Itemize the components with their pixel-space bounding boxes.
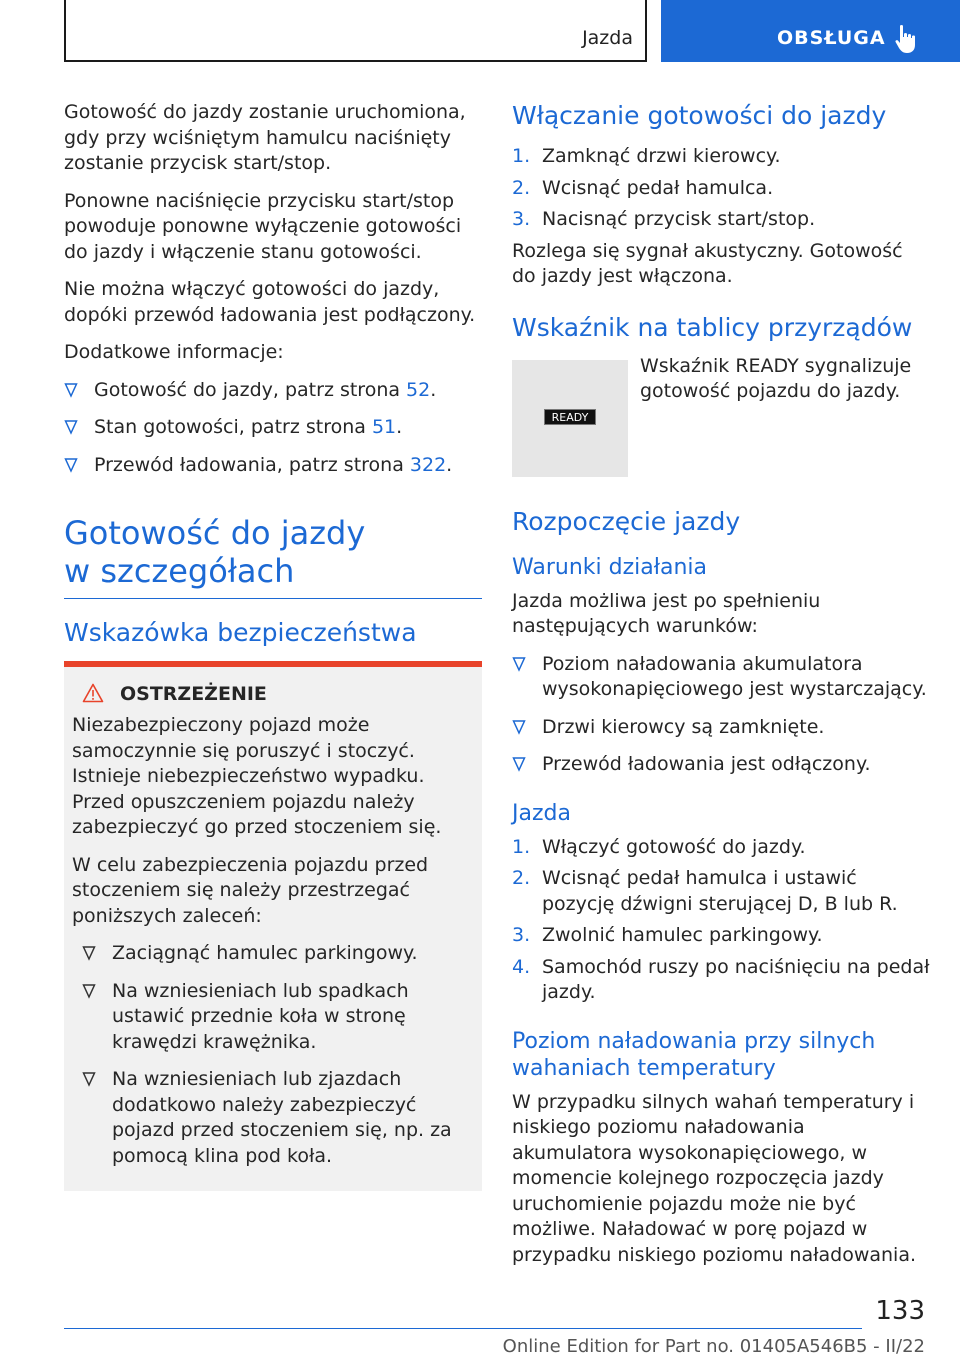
warning-paragraph-1: Niezabezpieczony pojazd może samoczynnie się poruszyć i stoczyć. Istnieje niebezpieczeństwo wypadku. Przed opuszczeniem pojazdu należy zabezpieczyć go przed stoczeniem się.	[72, 714, 442, 838]
step-number: 3.	[512, 208, 531, 230]
step-number: 4.	[512, 955, 531, 978]
step-text: Wcisnąć pedał hamulca.	[542, 176, 774, 199]
page-link[interactable]: 51	[371, 416, 397, 438]
section-heading-enable: Włączanie gotowości do jazdy	[512, 101, 887, 130]
paragraph-more-info: Dodatkowe informacje:	[64, 341, 284, 363]
header-section-box	[64, 0, 647, 62]
header-chapter-label: OBSŁUGA	[777, 27, 886, 49]
ready-badge: READY	[544, 409, 596, 425]
header-section-title: Jazda	[582, 27, 633, 49]
bullet-triangle-icon	[512, 719, 526, 735]
page-number: 133	[875, 1296, 925, 1326]
bullet-triangle-icon	[82, 983, 96, 999]
list-item-text: Zaciągnąć hamulec parkingowy.	[112, 942, 418, 964]
header-chapter-tab	[661, 0, 960, 62]
footer-divider	[64, 1328, 862, 1329]
paragraph-start: Gotowość do jazdy zostanie uruchomiona, gdy przy wciśniętym hamulcu naciśnięty zostanie przycisk start/stop.	[64, 101, 466, 174]
right-column	[512, 100, 930, 1280]
step-number: 1.	[512, 835, 531, 858]
step-number: 2.	[512, 867, 531, 889]
page-link[interactable]: 52	[406, 378, 431, 401]
heading-divider	[64, 598, 482, 599]
ready-indicator-row	[512, 354, 930, 482]
ready-indicator-image	[512, 360, 628, 477]
reference-end: .	[396, 416, 403, 438]
step-item	[512, 866, 930, 917]
conditions-list	[512, 652, 930, 778]
step-text: Zwolnić hamulec parkingowy.	[542, 924, 823, 946]
paragraph-enabled: Rozlega się sygnał akustyczny. Gotowość do jazdy jest włączona.	[512, 239, 903, 287]
paragraph-restart: Ponowne naciśnięcie przycisku start/stop powoduje ponowne wyłączenie gotowości do jazdy i włączenie stanu gotowości.	[64, 189, 462, 263]
list-item	[82, 979, 474, 1056]
paragraph-temperature: W przypadku silnych wahań temperatury i niskiego poziomu naładowania akumulatora wysokonapięciowego, w momencie kolejnego rozpoczęcia jazdy uruchomienie pojazdu może nie być możliwe. Naładować w porę pojazd w przypadku niskiego poziomu naładowania.	[512, 1090, 917, 1266]
step-number: 2.	[512, 176, 531, 199]
section-heading-start: Rozpoczęcie jazdy	[512, 506, 741, 536]
safety-heading: Wskazówka bezpieczeństwa	[64, 618, 417, 647]
step-item	[512, 176, 930, 202]
list-item	[512, 752, 930, 778]
step-text: Wcisnąć pedał hamulca i ustawić pozycję dźwigni sterującej D, B lub R.	[542, 867, 898, 915]
warning-title: OSTRZEŻENIE	[120, 683, 267, 705]
steps-enable-list	[512, 144, 930, 233]
step-item	[512, 207, 930, 233]
list-item	[64, 378, 482, 404]
step-item	[512, 923, 930, 949]
step-text: Samochód ruszy po naciśnięciu na pedał jazdy.	[542, 955, 930, 1003]
subheading-temperature: Poziom naładowania przy silnych wahaniach temperatury	[512, 1028, 876, 1081]
warning-box	[64, 661, 482, 1191]
reference-text: Gotowość do jazdy, patrz strona	[94, 378, 407, 401]
reference-list	[64, 378, 482, 479]
subheading-driving: Jazda	[512, 800, 571, 826]
bullet-triangle-icon	[64, 457, 78, 473]
ready-description: Wskaźnik READY sygnalizuje gotowość pojazdu do jazdy.	[640, 354, 912, 402]
warning-triangle-icon	[82, 683, 104, 703]
chapter-heading	[64, 514, 482, 590]
bullet-triangle-icon	[64, 382, 78, 398]
paragraph-conditions: Jazda możliwa jest po spełnieniu następujących warunków:	[512, 589, 821, 637]
warning-list	[72, 941, 474, 1169]
reference-text: Przewód ładowania, patrz strona	[94, 453, 410, 476]
list-item-text: Na wzniesieniach lub spadkach ustawić przednie koła w stronę krawędzi krawężnika.	[112, 979, 409, 1053]
step-text: Nacisnąć przycisk start/stop.	[542, 208, 816, 230]
list-item-text: Przewód ładowania jest odłączony.	[542, 753, 871, 775]
reference-text: Stan gotowości, patrz strona	[94, 416, 372, 438]
step-item	[512, 955, 930, 1006]
list-item	[512, 715, 930, 741]
warning-paragraph-2: W celu zabezpieczenia pojazdu przed stoczeniem się należy przestrzegać poniższych zaleceń:	[72, 853, 429, 927]
list-item	[64, 453, 482, 479]
step-item	[512, 835, 930, 861]
section-heading-indicator: Wskaźnik na tablicy przyrządów	[512, 312, 913, 342]
reference-end: .	[446, 453, 453, 476]
step-number: 1.	[512, 145, 531, 167]
bullet-triangle-icon	[64, 419, 78, 435]
warning-title-row	[72, 681, 474, 707]
footer-edition: Online Edition for Part no. 01405A546B5 - II/22	[502, 1336, 925, 1357]
step-item	[512, 144, 930, 170]
list-item-text: Poziom naładowania akumulatora wysokonapięciowego jest wystarczający.	[542, 652, 927, 700]
paragraph-charging: Nie można włączyć gotowości do jazdy, dopóki przewód ładowania jest podłączony.	[64, 278, 476, 326]
steps-drive-list	[512, 835, 930, 1006]
list-item	[64, 415, 482, 441]
page-link[interactable]: 322	[409, 453, 447, 476]
list-item	[512, 652, 930, 703]
bullet-triangle-icon	[82, 1071, 96, 1087]
pointing-hand-icon	[895, 24, 921, 54]
list-item	[82, 941, 474, 967]
list-item-text: Na wzniesieniach lub zjazdach dodatkowo należy zabezpieczyć pojazd przed stoczeniem się, np. za pomocą klina pod koła.	[112, 1068, 452, 1167]
step-text: Włączyć gotowość do jazdy.	[542, 835, 806, 858]
list-item	[82, 1067, 474, 1169]
subheading-conditions: Warunki działania	[512, 554, 707, 580]
list-item-text: Drzwi kierowcy są zamknięte.	[542, 715, 825, 738]
reference-end: .	[430, 378, 437, 401]
step-text: Zamknąć drzwi kierowcy.	[542, 145, 781, 167]
bullet-triangle-icon	[512, 756, 526, 772]
left-column	[64, 100, 482, 1191]
step-number: 3.	[512, 924, 531, 946]
chapter-heading-line-1: Gotowość do jazdy	[64, 514, 366, 552]
bullet-triangle-icon	[512, 656, 526, 672]
chapter-heading-line-2: w szczegółach	[64, 552, 295, 590]
bullet-triangle-icon	[82, 945, 96, 961]
